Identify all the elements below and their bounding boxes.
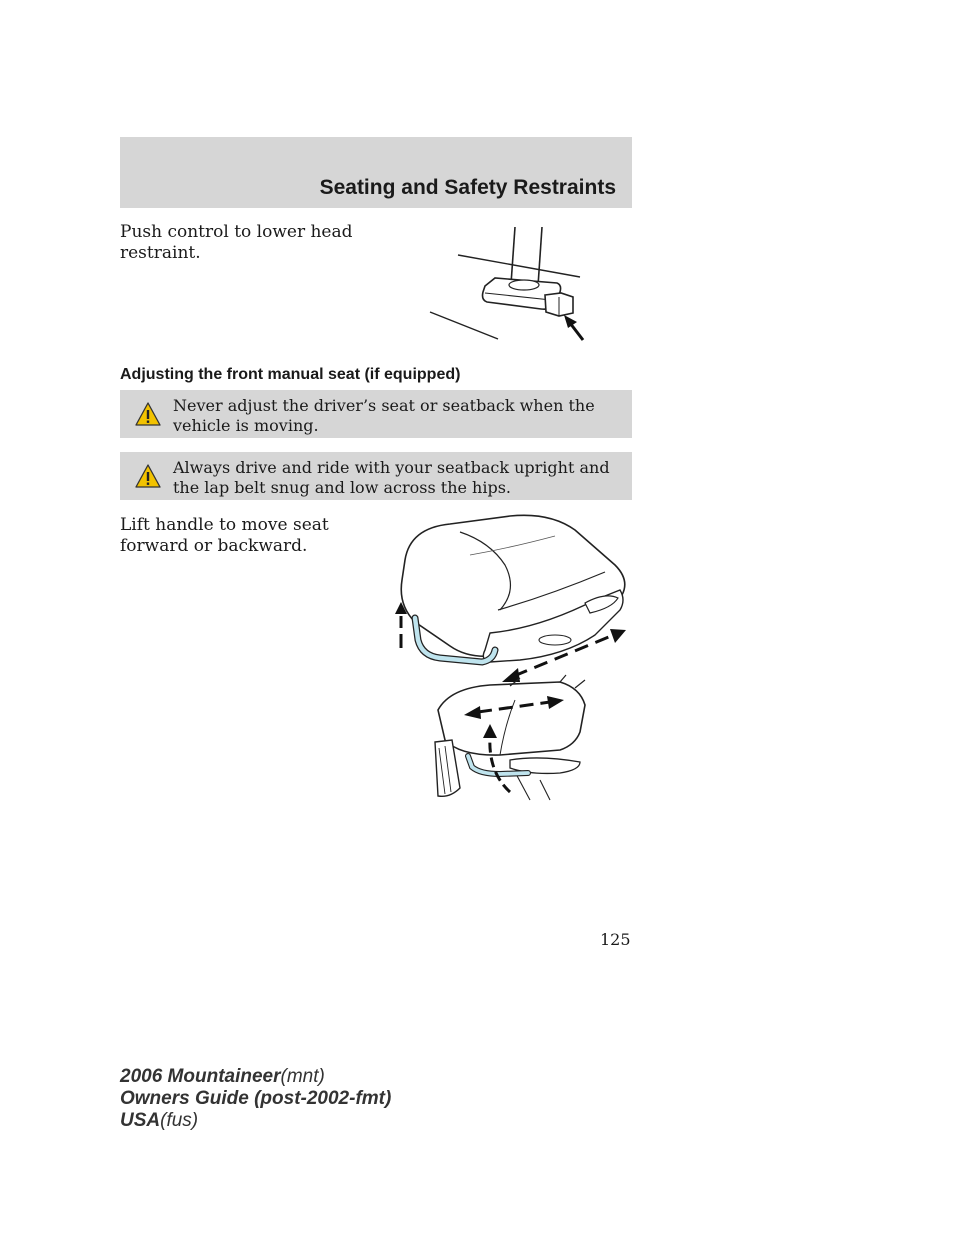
seat-adjustment-illustration [390, 510, 635, 802]
footer-guide: Owners Guide (post-2002-fmt) [120, 1088, 392, 1109]
warning-text: Always drive and ride with your seatback upright and the lap belt snug and low across the hips. [173, 458, 610, 497]
footer-model: 2006 Mountaineer [120, 1066, 281, 1087]
footer-market-code: (fus) [160, 1110, 199, 1131]
section-header [120, 137, 632, 208]
warning-text: Never adjust the driver’s seat or seatback when the vehicle is moving. [173, 396, 595, 435]
section-title: Seating and Safety Restraints [319, 176, 616, 199]
head-restraint-illustration [425, 222, 595, 347]
footer-market: USA [120, 1110, 161, 1131]
section-heading: Adjusting the front manual seat (if equipped) [120, 366, 461, 383]
warning-triangle-icon [135, 402, 161, 426]
warning-box [120, 390, 632, 438]
footer-line-market [120, 1110, 198, 1132]
head-restraint-instruction: Push control to lower head restraint. [120, 222, 353, 263]
footer-model-code: (mnt) [280, 1066, 325, 1087]
lift-handle-instruction: Lift handle to move seat forward or backward. [120, 515, 329, 556]
footer-line-guide [120, 1088, 391, 1110]
warning-triangle-icon [135, 464, 161, 488]
page-number: 125 [600, 930, 631, 949]
warning-box [120, 452, 632, 500]
footer-line-model [120, 1066, 325, 1088]
